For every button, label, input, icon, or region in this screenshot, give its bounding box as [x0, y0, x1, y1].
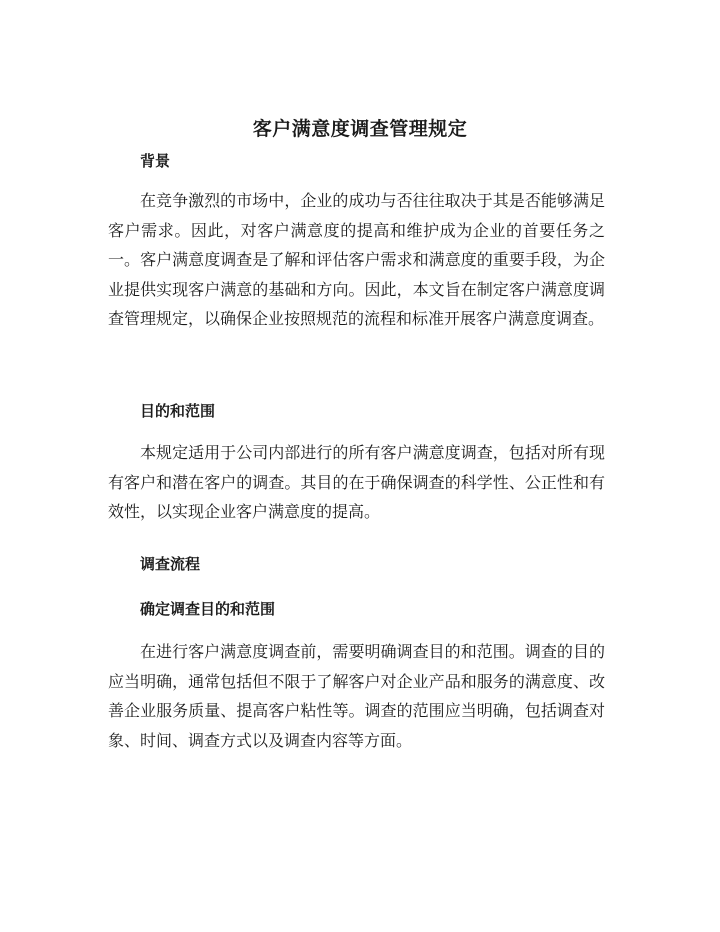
section-heading-background: 背景 — [140, 152, 171, 170]
document-title: 客户满意度调查管理规定 — [252, 118, 468, 140]
section-paragraph-define-purpose-scope: 在进行客户满意度调查前，需要明确调查目的和范围。调查的目的应当明确，通常包括但不限于了解客户对企业产品和服务的满意度、改善企业服务质量、提高客户粘性等。调查的范围应当明确，包括调查对象、时间、调查方式以及调查内容等方面。 — [108, 642, 605, 750]
section-heading-purpose-scope: 目的和范围 — [140, 402, 216, 420]
section-paragraph-background: 在竞争激烈的市场中，企业的成功与否往往取决于其是否能够满足客户需求。因此，对客户满意度的提高和维护成为企业的首要任务之一。客户满意度调查是了解和评估客户需求和满意度的重要手段，为企业提供实现客户满意的基础和方向。因此，本文旨在制定客户满意度调查管理规定，以确保企业按照规范的流程和标准开展客户满意度调查。 — [108, 191, 605, 329]
section-heading-survey-process: 调查流程 — [140, 555, 201, 573]
section-paragraph-purpose-scope: 本规定适用于公司内部进行的所有客户满意度调查，包括对所有现有客户和潜在客户的调查。其目的在于确保调查的科学性、公正性和有效性，以实现企业客户满意度的提高。 — [108, 443, 605, 522]
section-heading-define-purpose-scope: 确定调查目的和范围 — [140, 600, 276, 618]
